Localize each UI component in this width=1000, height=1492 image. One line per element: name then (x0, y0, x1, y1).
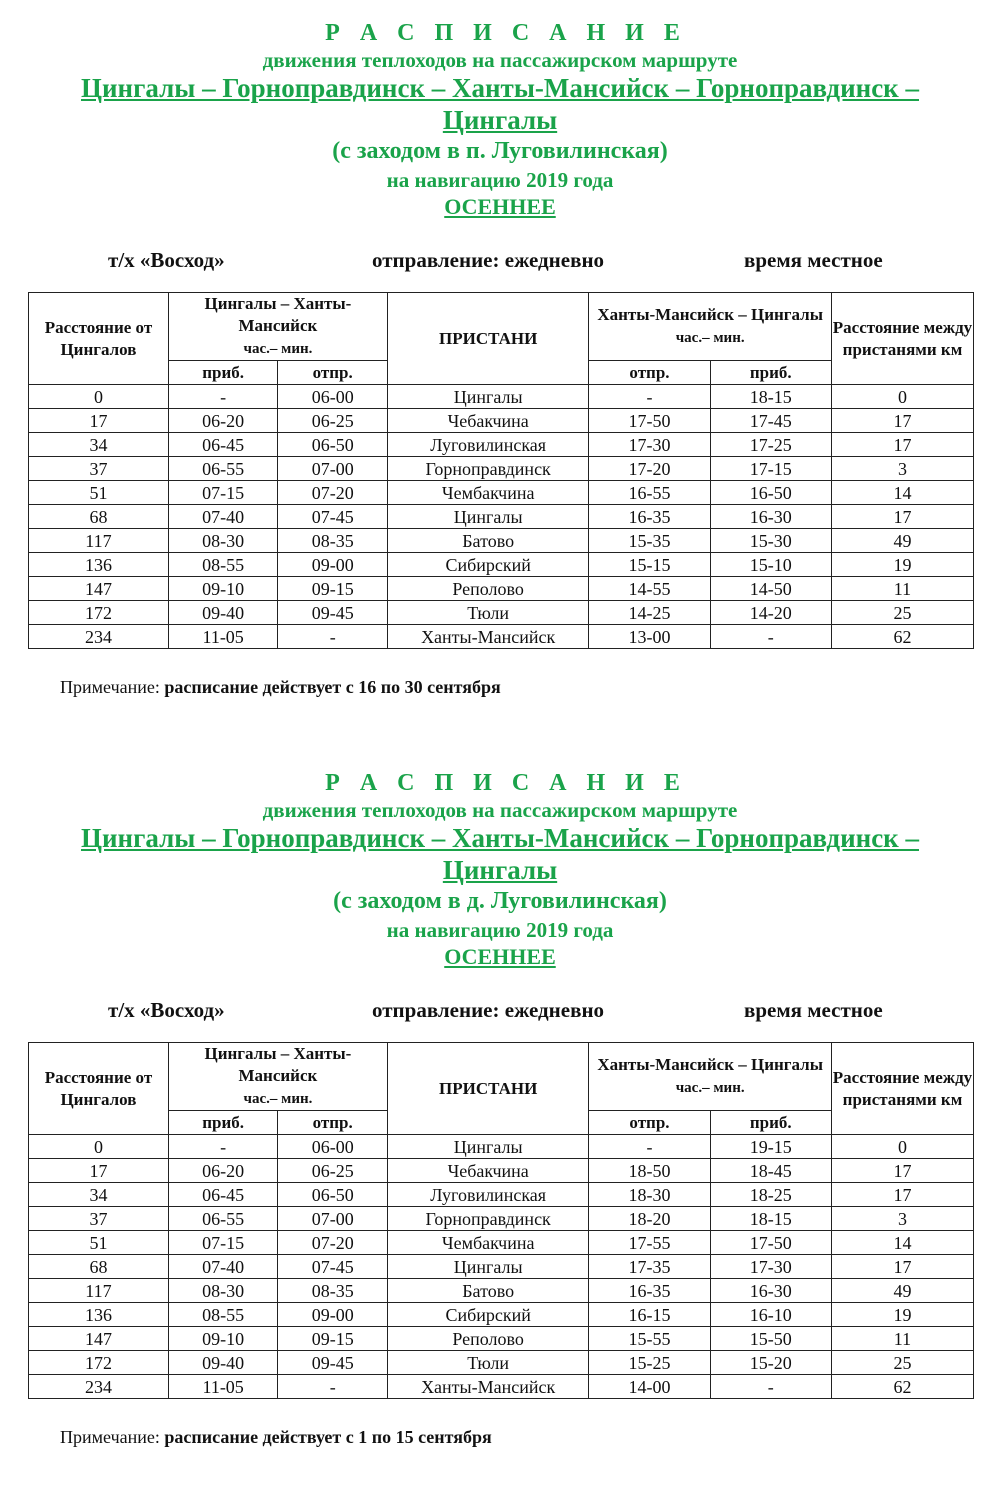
cell-arr-forward: 06-55 (168, 457, 278, 481)
cell-between: 49 (831, 529, 973, 553)
season-label: ОСЕННЕЕ (444, 194, 556, 219)
navigation-year: на навигацию 2019 года (386, 918, 614, 942)
header-direction-forward (168, 293, 387, 361)
cell-arr-back: 15-50 (710, 1327, 831, 1351)
route-line-2: Цингалы (442, 855, 558, 885)
cell-between: 17 (831, 433, 973, 457)
cell-arr-back: 14-20 (710, 601, 831, 625)
cell-arr-forward: 08-55 (168, 553, 278, 577)
note-text: расписание действует с 16 по 30 сентября (164, 677, 501, 697)
cell-distance: 117 (29, 529, 169, 553)
cell-arr-forward: 07-15 (168, 1231, 278, 1255)
cell-dep-forward: 09-15 (278, 1327, 388, 1351)
table-row (29, 505, 974, 529)
cell-pier: Цингалы (387, 1135, 588, 1159)
cell-dep-back: 15-15 (589, 553, 710, 577)
cell-dep-back: 16-55 (589, 481, 710, 505)
header-piers: ПРИСТАНИ (387, 293, 588, 385)
cell-between: 19 (831, 553, 973, 577)
cell-arr-back: 16-10 (710, 1303, 831, 1327)
cell-between: 62 (831, 625, 973, 649)
cell-pier: Чембакчина (387, 1231, 588, 1255)
header-between: Расстояние между пристанями км (831, 1043, 973, 1135)
cell-distance: 37 (29, 457, 169, 481)
cell-dep-back: 18-50 (589, 1159, 710, 1183)
cell-distance: 0 (29, 1135, 169, 1159)
cell-dep-back: 18-30 (589, 1183, 710, 1207)
table-row (29, 601, 974, 625)
cell-dep-forward: 07-45 (278, 1255, 388, 1279)
cell-dep-forward: 06-25 (278, 1159, 388, 1183)
cell-dep-forward: 07-20 (278, 481, 388, 505)
header-dep-back: отпр. (589, 361, 710, 385)
cell-dep-back: 17-35 (589, 1255, 710, 1279)
stop-note: (с заходом в п. Луговилинская) (332, 138, 668, 164)
units-label: час.– мин. (243, 1091, 313, 1107)
table-row (29, 529, 974, 553)
cell-dep-forward: 09-45 (278, 1351, 388, 1375)
table-header-row (29, 293, 974, 361)
cell-between: 3 (831, 1207, 973, 1231)
cell-dep-back: 17-20 (589, 457, 710, 481)
cell-distance: 17 (29, 1159, 169, 1183)
cell-distance: 117 (29, 1279, 169, 1303)
time-zone-note: время местное (744, 998, 883, 1022)
cell-arr-forward: 08-55 (168, 1303, 278, 1327)
cell-arr-back: 17-25 (710, 433, 831, 457)
cell-between: 14 (831, 1231, 973, 1255)
cell-arr-forward: - (168, 1135, 278, 1159)
cell-arr-forward: 08-30 (168, 1279, 278, 1303)
route-line-1: Цингалы – Горноправдинск – Ханты-Мансийск – Горноправдинск – (80, 823, 919, 853)
cell-pier: Горноправдинск (387, 457, 588, 481)
cell-dep-forward: 06-50 (278, 1183, 388, 1207)
cell-arr-forward: 08-30 (168, 529, 278, 553)
schedule-note (60, 1427, 1000, 1448)
note-label: Примечание: (60, 677, 160, 697)
season-label: ОСЕННЕЕ (444, 944, 556, 969)
header-dep-forward: отпр. (278, 1111, 388, 1135)
cell-distance: 51 (29, 481, 169, 505)
route-line-2: Цингалы (442, 105, 558, 135)
cell-distance: 172 (29, 601, 169, 625)
cell-between: 14 (831, 481, 973, 505)
cell-between: 17 (831, 409, 973, 433)
cell-pier: Горноправдинск (387, 1207, 588, 1231)
table-row (29, 1207, 974, 1231)
cell-arr-back: 17-30 (710, 1255, 831, 1279)
cell-dep-back: 15-25 (589, 1351, 710, 1375)
header-arr-forward: приб. (168, 1111, 278, 1135)
header-direction-forward (168, 1043, 387, 1111)
header-piers: ПРИСТАНИ (387, 1043, 588, 1135)
header-between: Расстояние между пристанями км (831, 293, 973, 385)
cell-pier: Луговилинская (387, 1183, 588, 1207)
cell-between: 11 (831, 577, 973, 601)
cell-dep-forward: 09-15 (278, 577, 388, 601)
cell-between: 17 (831, 505, 973, 529)
cell-dep-back: 17-50 (589, 409, 710, 433)
header-arr-back: приб. (710, 1111, 831, 1135)
cell-arr-forward: 09-10 (168, 1327, 278, 1351)
schedule-block-1 (0, 18, 1000, 698)
table-row (29, 1255, 974, 1279)
direction-forward-label: Цингалы – Ханты-Мансийск (204, 1044, 352, 1085)
cell-between: 0 (831, 385, 973, 409)
cell-dep-forward: 08-35 (278, 529, 388, 553)
note-text: расписание действует с 1 по 15 сентября (164, 1427, 492, 1447)
cell-between: 25 (831, 601, 973, 625)
cell-arr-forward: 06-45 (168, 1183, 278, 1207)
info-line (0, 248, 1000, 278)
table-row (29, 1159, 974, 1183)
cell-arr-forward: 06-45 (168, 433, 278, 457)
header-distance: Расстояние от Цингалов (29, 1043, 169, 1135)
cell-between: 62 (831, 1375, 973, 1399)
cell-dep-forward: 06-00 (278, 385, 388, 409)
cell-distance: 51 (29, 1231, 169, 1255)
cell-between: 25 (831, 1351, 973, 1375)
cell-distance: 147 (29, 577, 169, 601)
stop-note: (с заходом в д. Луговилинская) (333, 888, 667, 914)
cell-distance: 172 (29, 1351, 169, 1375)
header-direction-back (589, 1043, 832, 1111)
cell-arr-back: 16-30 (710, 505, 831, 529)
cell-arr-forward: 11-05 (168, 1375, 278, 1399)
cell-between: 19 (831, 1303, 973, 1327)
schedule-table (28, 1042, 974, 1399)
cell-arr-back: - (710, 1375, 831, 1399)
table-row (29, 1327, 974, 1351)
schedule-title: Р А С П И С А Н И Е (325, 770, 687, 796)
cell-arr-forward: 07-40 (168, 505, 278, 529)
cell-dep-back: 14-00 (589, 1375, 710, 1399)
cell-distance: 136 (29, 1303, 169, 1327)
table-row (29, 577, 974, 601)
departure-frequency: отправление: ежедневно (372, 998, 605, 1022)
table-row (29, 1135, 974, 1159)
header-arr-back: приб. (710, 361, 831, 385)
table-row (29, 1279, 974, 1303)
cell-distance: 34 (29, 1183, 169, 1207)
table-row (29, 481, 974, 505)
cell-arr-back: 15-20 (710, 1351, 831, 1375)
cell-dep-forward: 09-45 (278, 601, 388, 625)
cell-dep-forward: 08-35 (278, 1279, 388, 1303)
cell-distance: 68 (29, 505, 169, 529)
cell-between: 17 (831, 1255, 973, 1279)
cell-between: 17 (831, 1159, 973, 1183)
cell-pier: Сибирский (387, 553, 588, 577)
cell-dep-back: 15-55 (589, 1327, 710, 1351)
cell-pier: Сибирский (387, 1303, 588, 1327)
cell-arr-back: 18-25 (710, 1183, 831, 1207)
header-distance: Расстояние от Цингалов (29, 293, 169, 385)
info-line (0, 998, 1000, 1028)
cell-between: 0 (831, 1135, 973, 1159)
cell-arr-forward: 07-15 (168, 481, 278, 505)
cell-dep-forward: 06-25 (278, 409, 388, 433)
cell-dep-back: 14-25 (589, 601, 710, 625)
cell-arr-back: 17-50 (710, 1231, 831, 1255)
table-row (29, 553, 974, 577)
cell-dep-back: - (589, 1135, 710, 1159)
table-row (29, 1351, 974, 1375)
cell-arr-back: 17-45 (710, 409, 831, 433)
table-row (29, 433, 974, 457)
table-row (29, 1183, 974, 1207)
cell-distance: 147 (29, 1327, 169, 1351)
ship-name: т/х «Восход» (108, 998, 225, 1022)
cell-between: 3 (831, 457, 973, 481)
cell-dep-back: 13-00 (589, 625, 710, 649)
cell-distance: 68 (29, 1255, 169, 1279)
cell-arr-back: 18-15 (710, 1207, 831, 1231)
cell-pier: Цингалы (387, 1255, 588, 1279)
cell-pier: Цингалы (387, 505, 588, 529)
cell-dep-back: 15-35 (589, 529, 710, 553)
cell-arr-back: 16-50 (710, 481, 831, 505)
note-label: Примечание: (60, 1427, 160, 1447)
table-header-row (29, 1043, 974, 1111)
ship-name: т/х «Восход» (108, 248, 225, 272)
cell-arr-forward: 06-55 (168, 1207, 278, 1231)
cell-pier: Чембакчина (387, 481, 588, 505)
navigation-year: на навигацию 2019 года (386, 168, 614, 192)
route-line-1: Цингалы – Горноправдинск – Ханты-Мансийск – Горноправдинск – (80, 73, 919, 103)
cell-arr-back: 15-10 (710, 553, 831, 577)
table-row (29, 1231, 974, 1255)
cell-pier: Батово (387, 529, 588, 553)
cell-pier: Чебакчина (387, 409, 588, 433)
header-direction-back (589, 293, 832, 361)
cell-arr-back: 18-15 (710, 385, 831, 409)
cell-dep-forward: 07-20 (278, 1231, 388, 1255)
cell-between: 11 (831, 1327, 973, 1351)
schedule-subtitle: движения теплоходов на пассажирском маршруте (262, 48, 738, 72)
header-dep-back: отпр. (589, 1111, 710, 1135)
table-row (29, 457, 974, 481)
cell-pier: Батово (387, 1279, 588, 1303)
table-row (29, 1375, 974, 1399)
cell-distance: 234 (29, 1375, 169, 1399)
cell-dep-forward: 06-50 (278, 433, 388, 457)
cell-arr-back: 15-30 (710, 529, 831, 553)
schedule-title: Р А С П И С А Н И Е (325, 20, 687, 46)
cell-pier: Чебакчина (387, 1159, 588, 1183)
cell-dep-forward: 07-00 (278, 1207, 388, 1231)
cell-arr-back: 14-50 (710, 577, 831, 601)
cell-distance: 0 (29, 385, 169, 409)
cell-dep-back: 18-20 (589, 1207, 710, 1231)
cell-arr-forward: 07-40 (168, 1255, 278, 1279)
direction-back-label: Ханты-Мансийск – Цингалы (597, 1055, 823, 1074)
schedule-block-2 (0, 768, 1000, 1448)
cell-arr-forward: 09-40 (168, 1351, 278, 1375)
cell-dep-back: 16-35 (589, 1279, 710, 1303)
cell-dep-back: 16-15 (589, 1303, 710, 1327)
cell-dep-forward: 09-00 (278, 553, 388, 577)
cell-dep-forward: 06-00 (278, 1135, 388, 1159)
units-label: час.– мин. (243, 341, 313, 357)
cell-between: 49 (831, 1279, 973, 1303)
cell-dep-back: 14-55 (589, 577, 710, 601)
cell-arr-forward: 06-20 (168, 1159, 278, 1183)
header-arr-forward: приб. (168, 361, 278, 385)
header-dep-forward: отпр. (278, 361, 388, 385)
cell-arr-back: 18-45 (710, 1159, 831, 1183)
cell-distance: 136 (29, 553, 169, 577)
cell-arr-forward: 11-05 (168, 625, 278, 649)
cell-arr-forward: - (168, 385, 278, 409)
cell-pier: Тюли (387, 1351, 588, 1375)
cell-pier: Луговилинская (387, 433, 588, 457)
cell-arr-forward: 09-10 (168, 577, 278, 601)
table-row (29, 1303, 974, 1327)
cell-distance: 234 (29, 625, 169, 649)
cell-arr-back: - (710, 625, 831, 649)
direction-forward-label: Цингалы – Ханты-Мансийск (204, 294, 352, 335)
cell-dep-forward: - (278, 625, 388, 649)
schedule-note (60, 677, 1000, 698)
time-zone-note: время местное (744, 248, 883, 272)
cell-dep-back: 17-30 (589, 433, 710, 457)
cell-dep-back: 16-35 (589, 505, 710, 529)
cell-dep-forward: 07-00 (278, 457, 388, 481)
table-row (29, 385, 974, 409)
cell-pier: Ханты-Мансийск (387, 1375, 588, 1399)
schedule-subtitle: движения теплоходов на пассажирском маршруте (262, 798, 738, 822)
cell-distance: 17 (29, 409, 169, 433)
departure-frequency: отправление: ежедневно (372, 248, 605, 272)
cell-dep-forward: 09-00 (278, 1303, 388, 1327)
cell-pier: Реполово (387, 577, 588, 601)
cell-between: 17 (831, 1183, 973, 1207)
cell-distance: 34 (29, 433, 169, 457)
cell-arr-back: 19-15 (710, 1135, 831, 1159)
units-label: час.– мин. (675, 330, 745, 346)
cell-dep-back: 17-55 (589, 1231, 710, 1255)
cell-pier: Реполово (387, 1327, 588, 1351)
cell-pier: Ханты-Мансийск (387, 625, 588, 649)
table-row (29, 409, 974, 433)
cell-distance: 37 (29, 1207, 169, 1231)
cell-dep-back: - (589, 385, 710, 409)
cell-arr-forward: 06-20 (168, 409, 278, 433)
cell-arr-forward: 09-40 (168, 601, 278, 625)
direction-back-label: Ханты-Мансийск – Цингалы (597, 305, 823, 324)
table-row (29, 625, 974, 649)
units-label: час.– мин. (675, 1080, 745, 1096)
cell-dep-forward: 07-45 (278, 505, 388, 529)
cell-arr-back: 16-30 (710, 1279, 831, 1303)
cell-pier: Цингалы (387, 385, 588, 409)
schedule-table (28, 292, 974, 649)
cell-dep-forward: - (278, 1375, 388, 1399)
cell-arr-back: 17-15 (710, 457, 831, 481)
cell-pier: Тюли (387, 601, 588, 625)
